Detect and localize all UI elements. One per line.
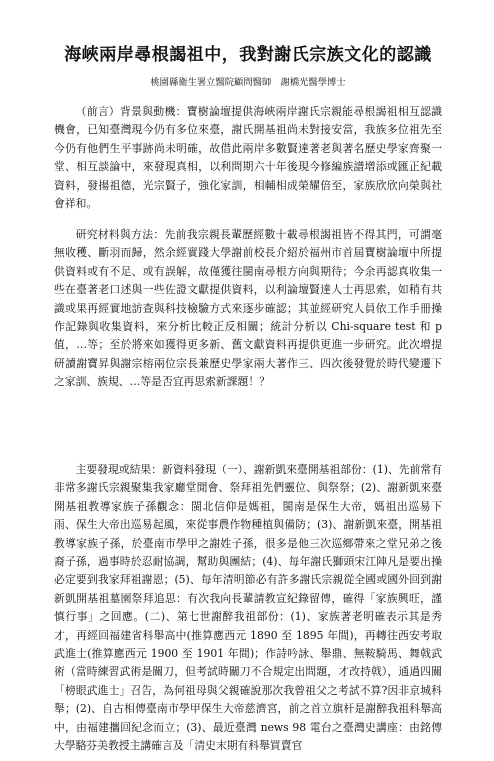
paragraph-introduction: （前言）背景與動機：寶樹論壇提供海峽兩岸謝氏宗親能尋根謁祖相互認識機會，已知臺灣現今仍有多位來臺，謝氏開基祖尚未對接安當，我族多位祖先至今仍有他們生平事跡尚未明確，故借此兩岸多數賢達著老與著名歷史學家齊聚一堂、相互談論中，來發現真相，以利問期六十年後現今修編族譜增添或匯正紀載資料，發揚祖德，光宗賢子，強化家訓，相輔相成榮耀倍至，家族欣欣向榮與社會祥和。 [54, 105, 442, 211]
paragraph-methods: 研究材料與方法：先前我宗親長輩歷經數十載尋根謁祖皆不得其門，可謂毫無收穫、斷羽而歸，然余經實踐大學謝前校長介紹於福州市首屆寶樹論壇中所提供資料或有不足、或有誤解，故僅獲往閩南尋根方向與期待；今余再認真收集一些在臺著老口述與一些佐證文獻提供資料，以利論壇賢達人士再思索，如稍有共識或果再經實地訪查與科技檢驗方式來逐步確認；其並經研究人員依工作手冊操作記錄與收集資料，來分析比較正反相關；統計分析以 Chi-square test 和 p 值，…等；至於將來如獲得更多新、舊文獻資料再提供更進一步研究。此次增提研讀謝寶昇與謝宗榕兩位宗長兼歷史學家兩大著作三、四次後發覺於時代變遷下之家訓、族規、…等是否宜再思索新課題！？ [54, 228, 442, 389]
paragraph-results: 主要發現或結果：新資料發現（一）、謝新凱來臺開基祖部份：(1)、先前常有非常多謝氏宗親聚集我家廳堂閒會、祭拜祖先們靈位、與祭祭；(2)、謝新凱來臺開基祖教導家族子孫觀念：閩北信仰是媽祖，閩南是保生大帝，媽祖出巡易下雨、保生大帝出巡易起風，來從事農作物種植與備防；(3)、謝新凱來臺，開基祖教導家族子孫，於臺南市學甲之謝姓子孫，很多是他三次巡鄉帶來之堂兄弟之後裔子孫，過事時於忍耐協調，幫助與團結；(4)、每年謝氏獅頭宋江陣凡是要出操必定要到我家拜祖謝恩；(5)、每年清明節必有許多謝氏宗親從全國或國外回到謝新凱開基祖墓園祭拜追思：有次我向長輩請教宣紀錄留傳，確得「家族興旺，謹慎行事」之回應。(二)、第七世謝醉我祖部份：(1)、家族著老明確表示其是秀才，再經回福建省科舉高中(推算應西元 1890 至 1895 年間)，再轉往西安考取武進士(推算應西元 1900 至 1901 年間)；作詩吟詠、舉鼎、無鞍騎馬、舞戟武術（當時練習武術是關刀，但考試時關刀不合規定出問題，才改持戟），通過四關「榜眼武進士」召告，為何祖母與父親確說那次我曾祖父之考試不算?因非京城科舉；(2)、自古相傳臺南市學甲保生大帝慈濟宮，前之首立旗杆是謝醉我祖科舉高中，由福建攜回紀念而立；(3)、最近臺灣 news 98 電台之臺灣史講座：由銘傳大學駱芬美教授主講確言及「清史末期有科舉買賣官 [54, 463, 442, 753]
document-title: 海峽兩岸尋根謁祖中，我對謝氏宗族文化的認識 [64, 45, 432, 65]
author-line: 桃園縣衛生署立醫院顧問醫師 謝橋光醫學博士 [150, 77, 346, 88]
